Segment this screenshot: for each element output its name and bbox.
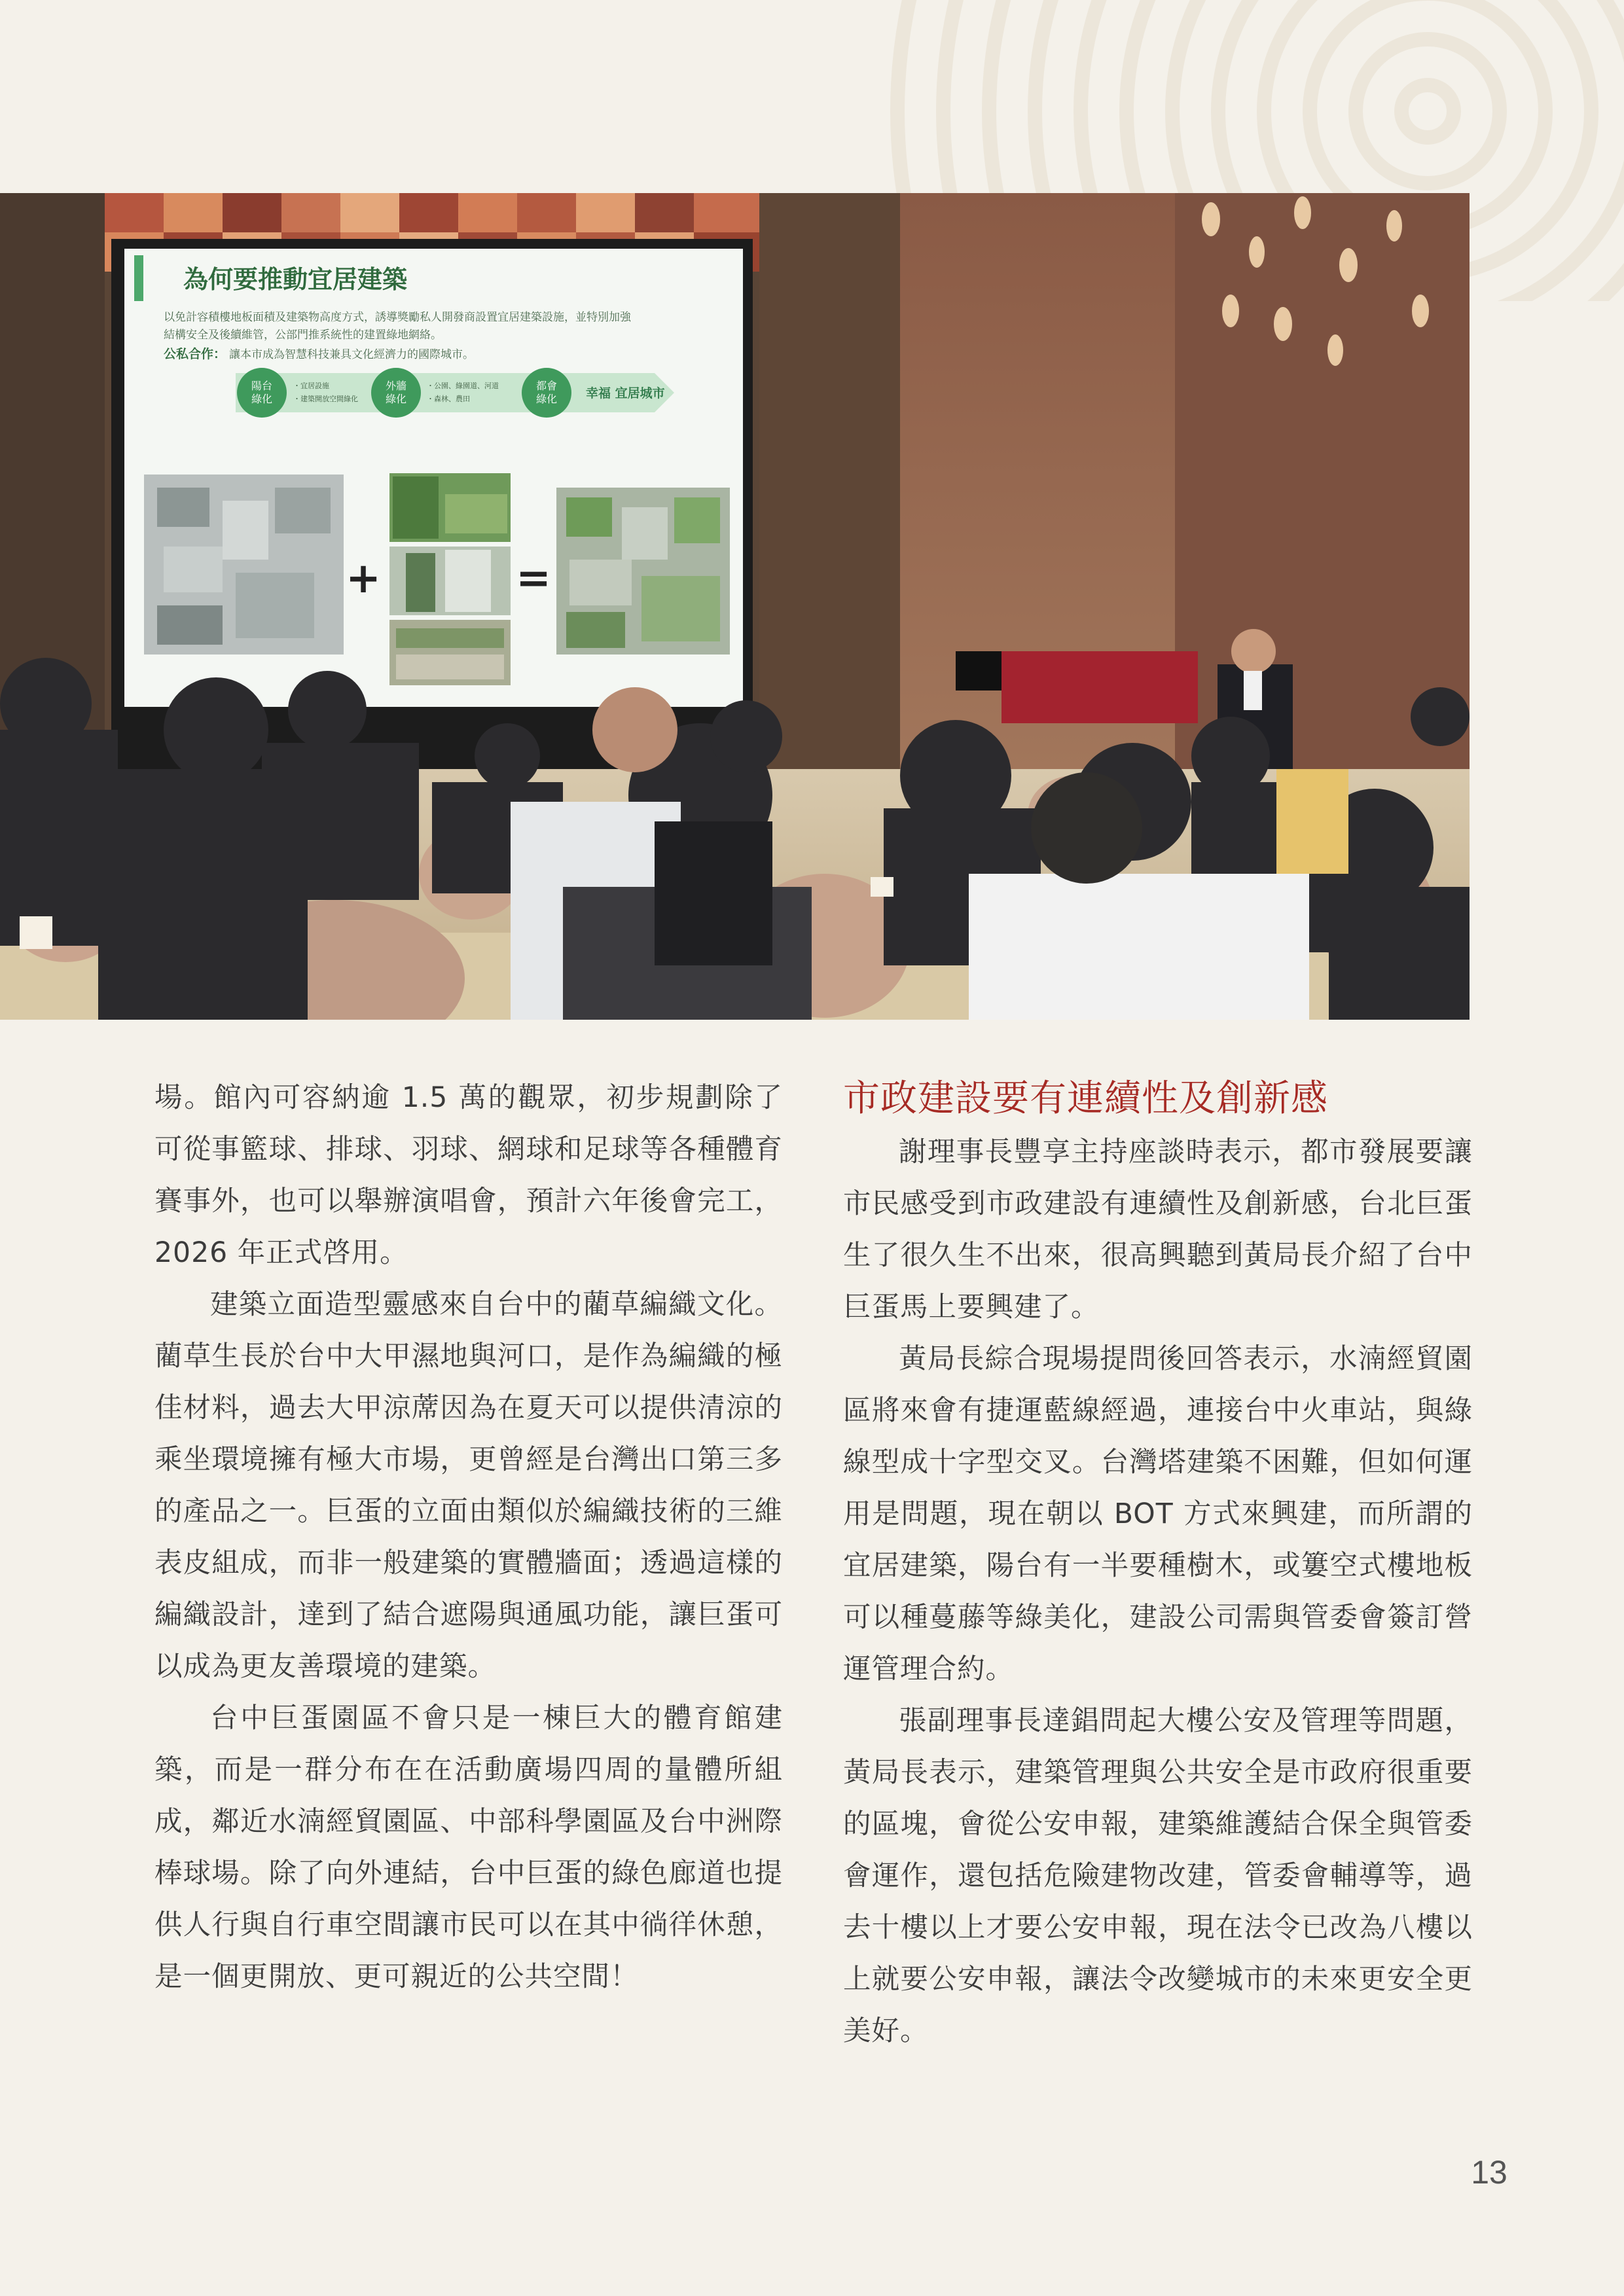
slide-equals-sign: = [516, 554, 551, 603]
svg-text:陽台: 陽台 [251, 380, 273, 392]
slide-body-label: 公私合作： [164, 347, 226, 361]
slide-plus-sign: + [346, 554, 381, 603]
right-paragraph-2: 黃局長綜合現場提問後回答表示，水湳經貿園區將來會有捷運藍線經過，連接台中火車站，與綠線型成十字型交叉。台灣塔建築不困難，但如何運用是問題，現在朝以 BOT 方式來興建，而所謂的宜居建築，陽台有一半要種樹木，或簍空式樓地板可以種蔓藤等綠美化，建設公司需與管委會簽訂營運管理合約。 [843, 1343, 1473, 1685]
slide-aerial-image [144, 475, 344, 655]
svg-text:綠化: 綠化 [535, 393, 558, 405]
section-heading: 市政建設要有連續性及創新感 [843, 1077, 1328, 1120]
left-paragraph-1: 場。館內可容納逾 1.5 萬的觀眾，初步規劃除了可從事籃球、排球、羽球、網球和足球等各種體育賽事外，也可以舉辦演唱會，預計六年後會完工，2026 年正式啓用。 [154, 1082, 783, 1269]
slide-body-line-2: 結構安全及後續維管，公部門推系統性的建置綠地網絡。 [164, 329, 442, 342]
left-column [154, 1072, 783, 2003]
slide-body-line-3: 讓本市成為智慧科技兼具文化經濟力的國際城市。 [229, 348, 474, 361]
svg-text:綠化: 綠化 [385, 393, 407, 405]
right-paragraph-3: 張副理事長達錩問起大樓公安及管理等問題，黃局長表示，建築管理與公共安全是市政府很重要的區塊，會從公安申報，建築維護結合保全與管委會運作，還包括危險建物改建，管委會輔導等，過去十樓以上才要公安申報，現在法令已改為八樓以上就要公安申報，讓法令改變城市的未來更安全更美好。 [843, 1705, 1473, 2047]
svg-text:外牆: 外牆 [385, 380, 407, 392]
svg-text:・公園、綠園道、河道: ・公園、綠園道、河道 [427, 382, 499, 390]
right-column [843, 1072, 1473, 2057]
svg-text:都會: 都會 [535, 380, 558, 392]
slide-green-photos [389, 473, 511, 685]
svg-text:・建築開放空間綠化: ・建築開放空間綠化 [293, 395, 358, 403]
slide-flow-end: 幸福 宜居城市 [586, 386, 665, 401]
left-paragraph-3: 台中巨蛋園區不會只是一棟巨大的體育館建築，而是一群分布在在活動廣場四周的量體所組成，鄰近水湳經貿園區、中部科學園區及台中洲際棒球場。除了向外連結，台中巨蛋的綠色廊道也提供人行與自行車空間讓市民可以在其中徜徉休憩，是一個更開放、更可親近的公共空間！ [154, 1702, 783, 1993]
slide-title: 為何要推動宜居建築 [183, 265, 408, 294]
right-paragraph-1: 謝理事長豐享主持座談時表示，都市發展要讓市民感受到市政建設有連續性及創新感，台北巨蛋生了很久生不出來，很高興聽到黃局長介紹了台中巨蛋馬上要興建了。 [843, 1136, 1473, 1323]
svg-text:・宜居設施: ・宜居設施 [293, 382, 329, 390]
slide-flow-step [522, 368, 571, 418]
left-paragraph-2: 建築立面造型靈感來自台中的藺草編織文化。藺草生長於台中大甲濕地與河口，是作為編織的極佳材料，過去大甲涼蓆因為在夏天可以提供清涼的乘坐環境擁有極大市場，更曾經是台灣出口第三多的產品之一。巨蛋的立面由類似於編織技術的三維表皮組成，而非一般建築的實體牆面；透過這樣的編織設計，達到了結合遮陽與通風功能，讓巨蛋可以成為更友善環境的建築。 [154, 1289, 783, 1683]
slide-body-line-1: 以免計容積樓地板面積及建築物高度方式，誘導獎勵私人開發商設置宜居建築設施，並特別加強 [164, 311, 631, 324]
slide-aerial-green-image [556, 488, 730, 655]
svg-text:綠化: 綠化 [251, 393, 273, 405]
seminar-photo [0, 193, 1470, 1020]
page-number: 13 [1471, 2154, 1507, 2191]
svg-text:・森林、農田: ・森林、農田 [427, 395, 470, 403]
